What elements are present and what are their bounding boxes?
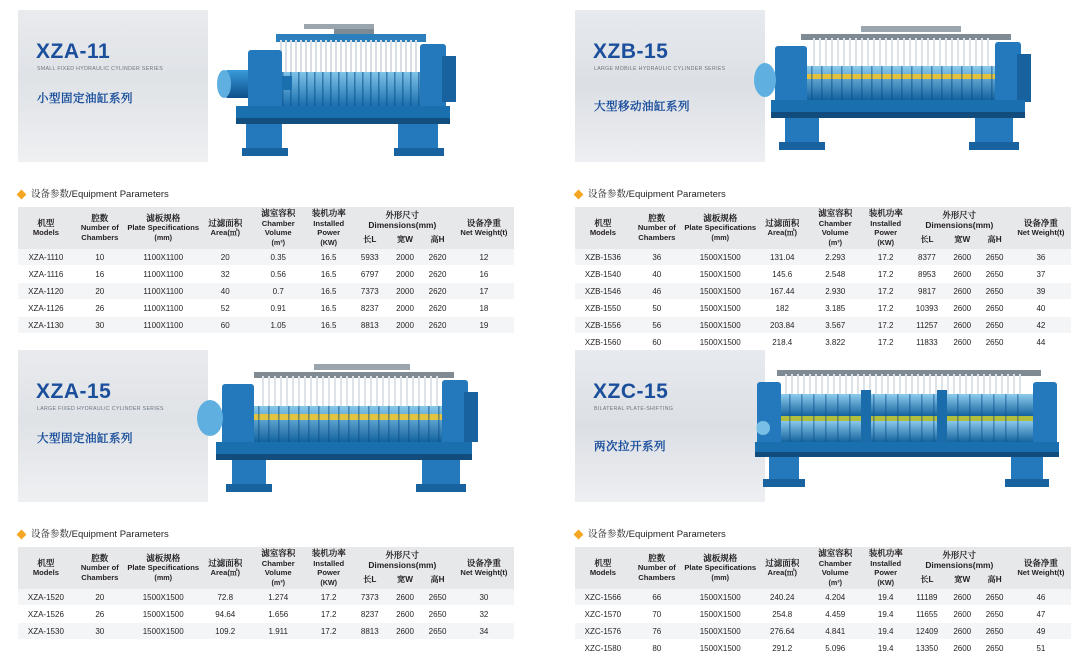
equipment-parameters-label: 设备参数/Equipment Parameters xyxy=(31,189,169,200)
product-section-xzb-15 xyxy=(575,10,1071,351)
th-model: 机型 Models xyxy=(18,207,74,249)
filter-press-illustration xyxy=(184,350,514,502)
th-chambers: 腔数 Number of Chambers xyxy=(74,207,126,249)
banner-background xyxy=(18,10,208,162)
table-row: XZA-1120 20 1100X1100 40 0.7 16.5 7373 2000 2620 17 xyxy=(18,283,514,300)
filter-press-illustration xyxy=(741,10,1071,162)
product-title-cn: 小型固定油缸系列 xyxy=(37,93,133,105)
th-area: 过滤面积 Area(㎡) xyxy=(201,207,250,249)
equipment-parameters-heading xyxy=(18,526,514,540)
equipment-parameters-heading xyxy=(575,526,1071,540)
banner-background xyxy=(18,350,208,502)
product-subtitle-en: LARGE FIXED HYDRAULIC CYLINDER SERIES xyxy=(37,406,164,412)
table-row: XZB-1546 46 1500X1500 167.44 2.930 17.2 9817 2600 2650 39 xyxy=(575,283,1071,300)
th-length: 长L xyxy=(351,574,389,589)
banner-background xyxy=(575,10,765,162)
equipment-parameters-label: 设备参数/Equipment Parameters xyxy=(588,529,726,540)
product-section-xza-15 xyxy=(18,350,514,640)
th-width: 宽W xyxy=(946,234,978,249)
spec-table-xza-11 xyxy=(18,207,514,334)
th-plate-spec: 滤板规格 Plate Specifications (mm) xyxy=(126,207,201,249)
th-power: 装机功率 Installed Power (KW) xyxy=(864,547,908,589)
product-title-cn: 两次拉开系列 xyxy=(594,441,666,453)
th-plate-spec: 滤板规格 Plate Specifications (mm) xyxy=(683,547,758,589)
th-model: 机型 Models xyxy=(18,547,74,589)
spec-table-body xyxy=(18,589,514,640)
table-row: XZA-1530 30 1500X1500 109.2 1.911 17.2 8813 2600 2650 34 xyxy=(18,623,514,640)
table-row: XZA-1526 26 1500X1500 94.64 1.656 17.2 8237 2600 2650 32 xyxy=(18,606,514,623)
spec-table-xza-15 xyxy=(18,547,514,640)
spec-table-xzb-15 xyxy=(575,207,1071,351)
table-row: XZA-1116 16 1100X1100 32 0.56 16.5 6797 2000 2620 16 xyxy=(18,266,514,283)
th-net-weight: 设备净重 Net Weight(t) xyxy=(454,547,514,589)
th-volume: 滤室容积 Chamber Volume (m³) xyxy=(807,547,864,589)
spec-table-body xyxy=(575,249,1071,351)
th-model: 机型 Models xyxy=(575,207,631,249)
table-row: XZA-1520 20 1500X1500 72.8 1.274 17.2 7373 2600 2650 30 xyxy=(18,589,514,606)
filter-press-illustration xyxy=(741,350,1071,502)
table-row: XZB-1560 60 1500X1500 218.4 3.822 17.2 11833 2600 2650 44 xyxy=(575,334,1071,351)
th-plate-spec: 滤板规格 Plate Specifications (mm) xyxy=(683,207,758,249)
table-row: XZC-1570 70 1500X1500 254.8 4.459 19.4 11655 2600 2650 47 xyxy=(575,606,1071,623)
product-code: XZB-15 xyxy=(593,40,669,63)
filter-press-illustration xyxy=(184,10,514,162)
table-row: XZA-1130 30 1100X1100 60 1.05 16.5 8813 2000 2620 19 xyxy=(18,317,514,334)
th-area: 过滤面积 Area(㎡) xyxy=(201,547,250,589)
product-code: XZA-11 xyxy=(36,40,111,63)
th-height: 高H xyxy=(421,234,454,249)
product-subtitle-en: SMALL FIXED HYDRAULIC CYLINDER SERIES xyxy=(37,66,164,72)
product-title-cn: 大型移动油缸系列 xyxy=(594,101,690,113)
table-row: XZB-1540 40 1500X1500 145.6 2.548 17.2 8953 2600 2650 37 xyxy=(575,266,1071,283)
th-length: 长L xyxy=(908,574,946,589)
product-section-xza-11 xyxy=(18,10,514,334)
spec-table-xzc-15 xyxy=(575,547,1071,657)
th-length: 长L xyxy=(908,234,946,249)
product-code: XZA-15 xyxy=(36,380,112,403)
product-banner xyxy=(18,350,514,502)
product-code: XZC-15 xyxy=(593,380,669,403)
banner-background xyxy=(575,350,765,502)
th-area: 过滤面积 Area(㎡) xyxy=(758,207,807,249)
th-net-weight: 设备净重 Net Weight(t) xyxy=(1011,547,1071,589)
equipment-parameters-heading xyxy=(18,186,514,200)
th-area: 过滤面积 Area(㎡) xyxy=(758,547,807,589)
th-power: 装机功率 Installed Power (KW) xyxy=(864,207,908,249)
th-dimensions-group: 外形尺寸 Dimensions(mm) xyxy=(351,547,454,574)
product-banner xyxy=(575,350,1071,502)
product-subtitle-en: BILATERAL PLATE-SHIFTING xyxy=(594,406,674,412)
th-dimensions-group: 外形尺寸 Dimensions(mm) xyxy=(351,207,454,234)
spec-table-body xyxy=(575,589,1071,657)
th-volume: 滤室容积 Chamber Volume (m³) xyxy=(250,547,307,589)
th-model: 机型 Models xyxy=(575,547,631,589)
th-height: 高H xyxy=(978,574,1010,589)
th-length: 长L xyxy=(351,234,389,249)
th-dimensions-group: 外形尺寸 Dimensions(mm) xyxy=(908,207,1011,234)
th-net-weight: 设备净重 Net Weight(t) xyxy=(1011,207,1071,249)
th-width: 宽W xyxy=(946,574,978,589)
equipment-parameters-heading xyxy=(575,186,1071,200)
th-power: 装机功率 Installed Power (KW) xyxy=(307,547,351,589)
th-width: 宽W xyxy=(389,234,422,249)
table-row: XZB-1556 56 1500X1500 203.84 3.567 17.2 11257 2600 2650 42 xyxy=(575,317,1071,334)
th-height: 高H xyxy=(978,234,1010,249)
th-volume: 滤室容积 Chamber Volume (m³) xyxy=(250,207,307,249)
th-plate-spec: 滤板规格 Plate Specifications (mm) xyxy=(126,547,201,589)
product-section-xzc-15 xyxy=(575,350,1071,657)
spec-table-body xyxy=(18,249,514,334)
table-row: XZC-1580 80 1500X1500 291.2 5.096 19.4 13350 2600 2650 51 xyxy=(575,640,1071,657)
th-volume: 滤室容积 Chamber Volume (m³) xyxy=(807,207,864,249)
th-dimensions-group: 外形尺寸 Dimensions(mm) xyxy=(908,547,1011,574)
th-height: 高H xyxy=(421,574,454,589)
equipment-parameters-label: 设备参数/Equipment Parameters xyxy=(588,189,726,200)
table-row: XZC-1566 66 1500X1500 240.24 4.204 19.4 11189 2600 2650 46 xyxy=(575,589,1071,606)
table-row: XZB-1536 36 1500X1500 131.04 2.293 17.2 8377 2600 2650 36 xyxy=(575,249,1071,266)
th-chambers: 腔数 Number of Chambers xyxy=(631,547,683,589)
table-row: XZB-1550 50 1500X1500 182 3.185 17.2 10393 2600 2650 40 xyxy=(575,300,1071,317)
product-subtitle-en: LARGE MOBILE HYDRAULIC CYLINDER SERIES xyxy=(594,66,726,72)
diamond-bullet-icon xyxy=(17,530,27,540)
diamond-bullet-icon xyxy=(574,190,584,200)
th-net-weight: 设备净重 Net Weight(t) xyxy=(454,207,514,249)
product-banner xyxy=(575,10,1071,162)
equipment-parameters-label: 设备参数/Equipment Parameters xyxy=(31,529,169,540)
diamond-bullet-icon xyxy=(17,190,27,200)
th-power: 装机功率 Installed Power (KW) xyxy=(307,207,351,249)
th-chambers: 腔数 Number of Chambers xyxy=(631,207,683,249)
product-banner xyxy=(18,10,514,162)
table-row: XZA-1110 10 1100X1100 20 0.35 16.5 5933 2000 2620 12 xyxy=(18,249,514,266)
th-chambers: 腔数 Number of Chambers xyxy=(74,547,126,589)
diamond-bullet-icon xyxy=(574,530,584,540)
product-title-cn: 大型固定油缸系列 xyxy=(37,433,133,445)
table-row: XZA-1126 26 1100X1100 52 0.91 16.5 8237 2000 2620 18 xyxy=(18,300,514,317)
th-width: 宽W xyxy=(389,574,422,589)
table-row: XZC-1576 76 1500X1500 276.64 4.841 19.4 12409 2600 2650 49 xyxy=(575,623,1071,640)
